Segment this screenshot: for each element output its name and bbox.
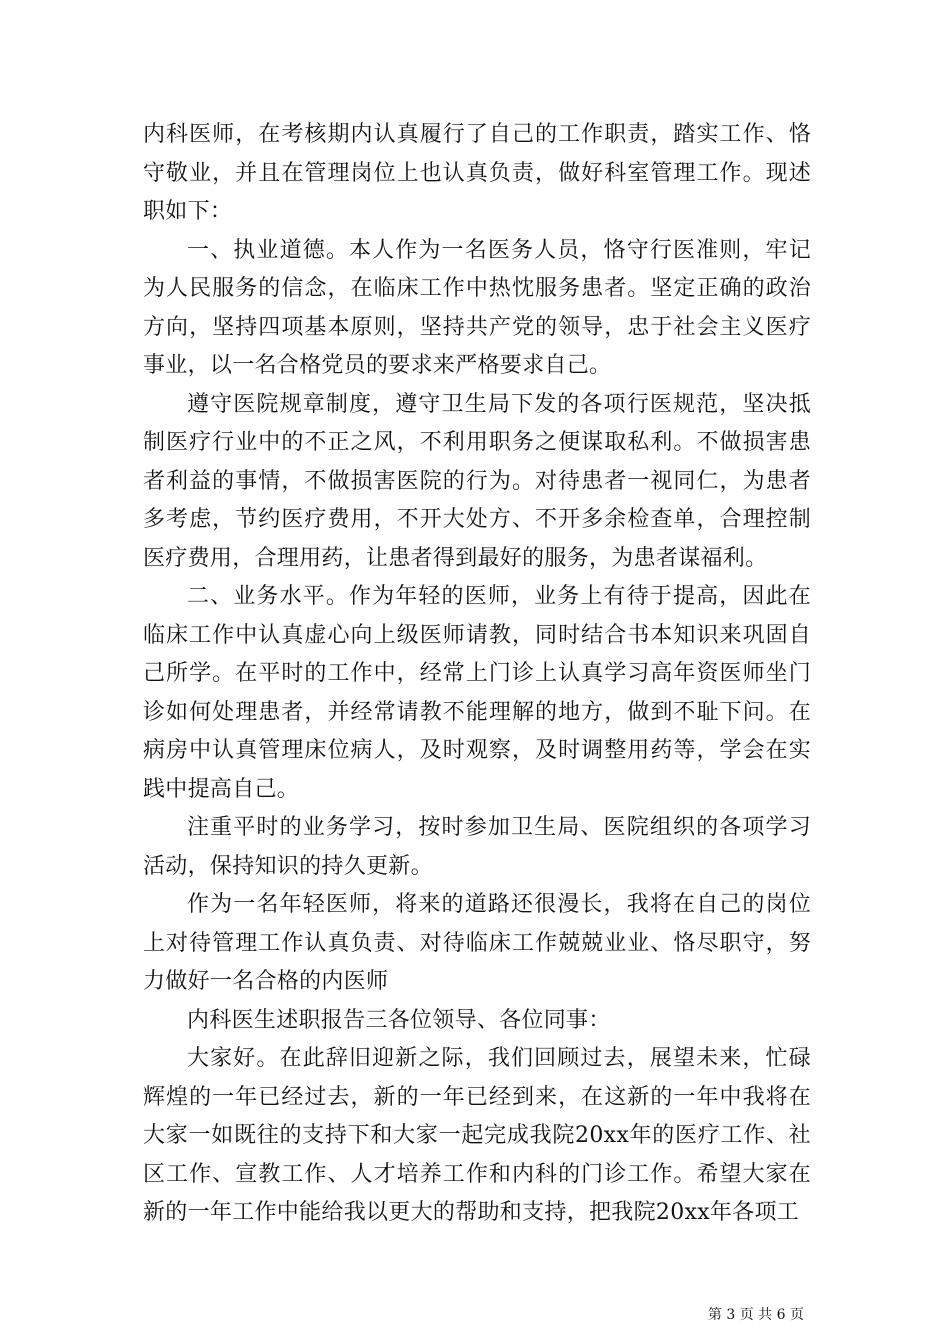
paragraph: 二、业务水平。作为年轻的医师，业务上有待于提高，因此在临床工作中认真虚心向上级医师请教，同时结合书本知识来巩固自己所学。在平时的工作中，经常上门诊上认真学习高年资医师坐门诊如何处理患者，并经常请教不能理解的地方，做到不耻下问。在病房中认真管理床位病人，及时观察，及时调整用药等，学会在实践中提高自己。 (143, 584, 811, 802)
page-number-footer: 第 3 页 共 6 页 (707, 1307, 804, 1323)
paragraph: 内科医生述职报告三各位领导、各位同事： (187, 1007, 611, 1033)
paragraph: 一、执业道德。本人作为一名医务人员，恪守行医准则，牢记为人民服务的信念，在临床工作中热忱服务患者。坚定正确的政治方向，坚持四项基本原则，坚持共产党的领导，忠于社会主义医疗事业，以一名合格党员的要求来严格要求自己。 (143, 237, 811, 378)
document-body (143, 116, 811, 1233)
paragraph: 遵守医院规章制度，遵守卫生局下发的各项行医规范，坚决抵制医疗行业中的不正之风，不利用职务之便谋取私利。不做损害患者利益的事情，不做损害医院的行为。对待患者一视同仁，为患者多考虑，节约医疗费用，不开大处方、不开多余检查单，合理控制医疗费用，合理用药，让患者得到最好的服务，为患者谋福利。 (143, 391, 811, 571)
paragraph: 大家好。在此辞旧迎新之际，我们回顾过去，展望未来，忙碌辉煌的一年已经过去，新的一年已经到来，在这新的一年中我将在大家一如既往的支持下和大家一起完成我院20xx年的医疗工作、社区工作、宣教工作、人才培养工作和内科的门诊工作。希望大家在新的一年工作中能给我以更大的帮助和支持，把我院20xx年各项工 (143, 1046, 811, 1225)
paragraph: 作为一名年轻医师，将来的道路还很漫长，我将在自己的岗位上对待管理工作认真负责、对待临床工作兢兢业业、恪尽职守，努力做好一名合格的内医师 (143, 892, 811, 994)
paragraph: 内科医师，在考核期内认真履行了自己的工作职责，踏实工作、恪守敬业，并且在管理岗位上也认真负责，做好科室管理工作。现述职如下： (143, 122, 811, 224)
paragraph: 注重平时的业务学习，按时参加卫生局、医院组织的各项学习活动，保持知识的持久更新。 (143, 815, 811, 879)
